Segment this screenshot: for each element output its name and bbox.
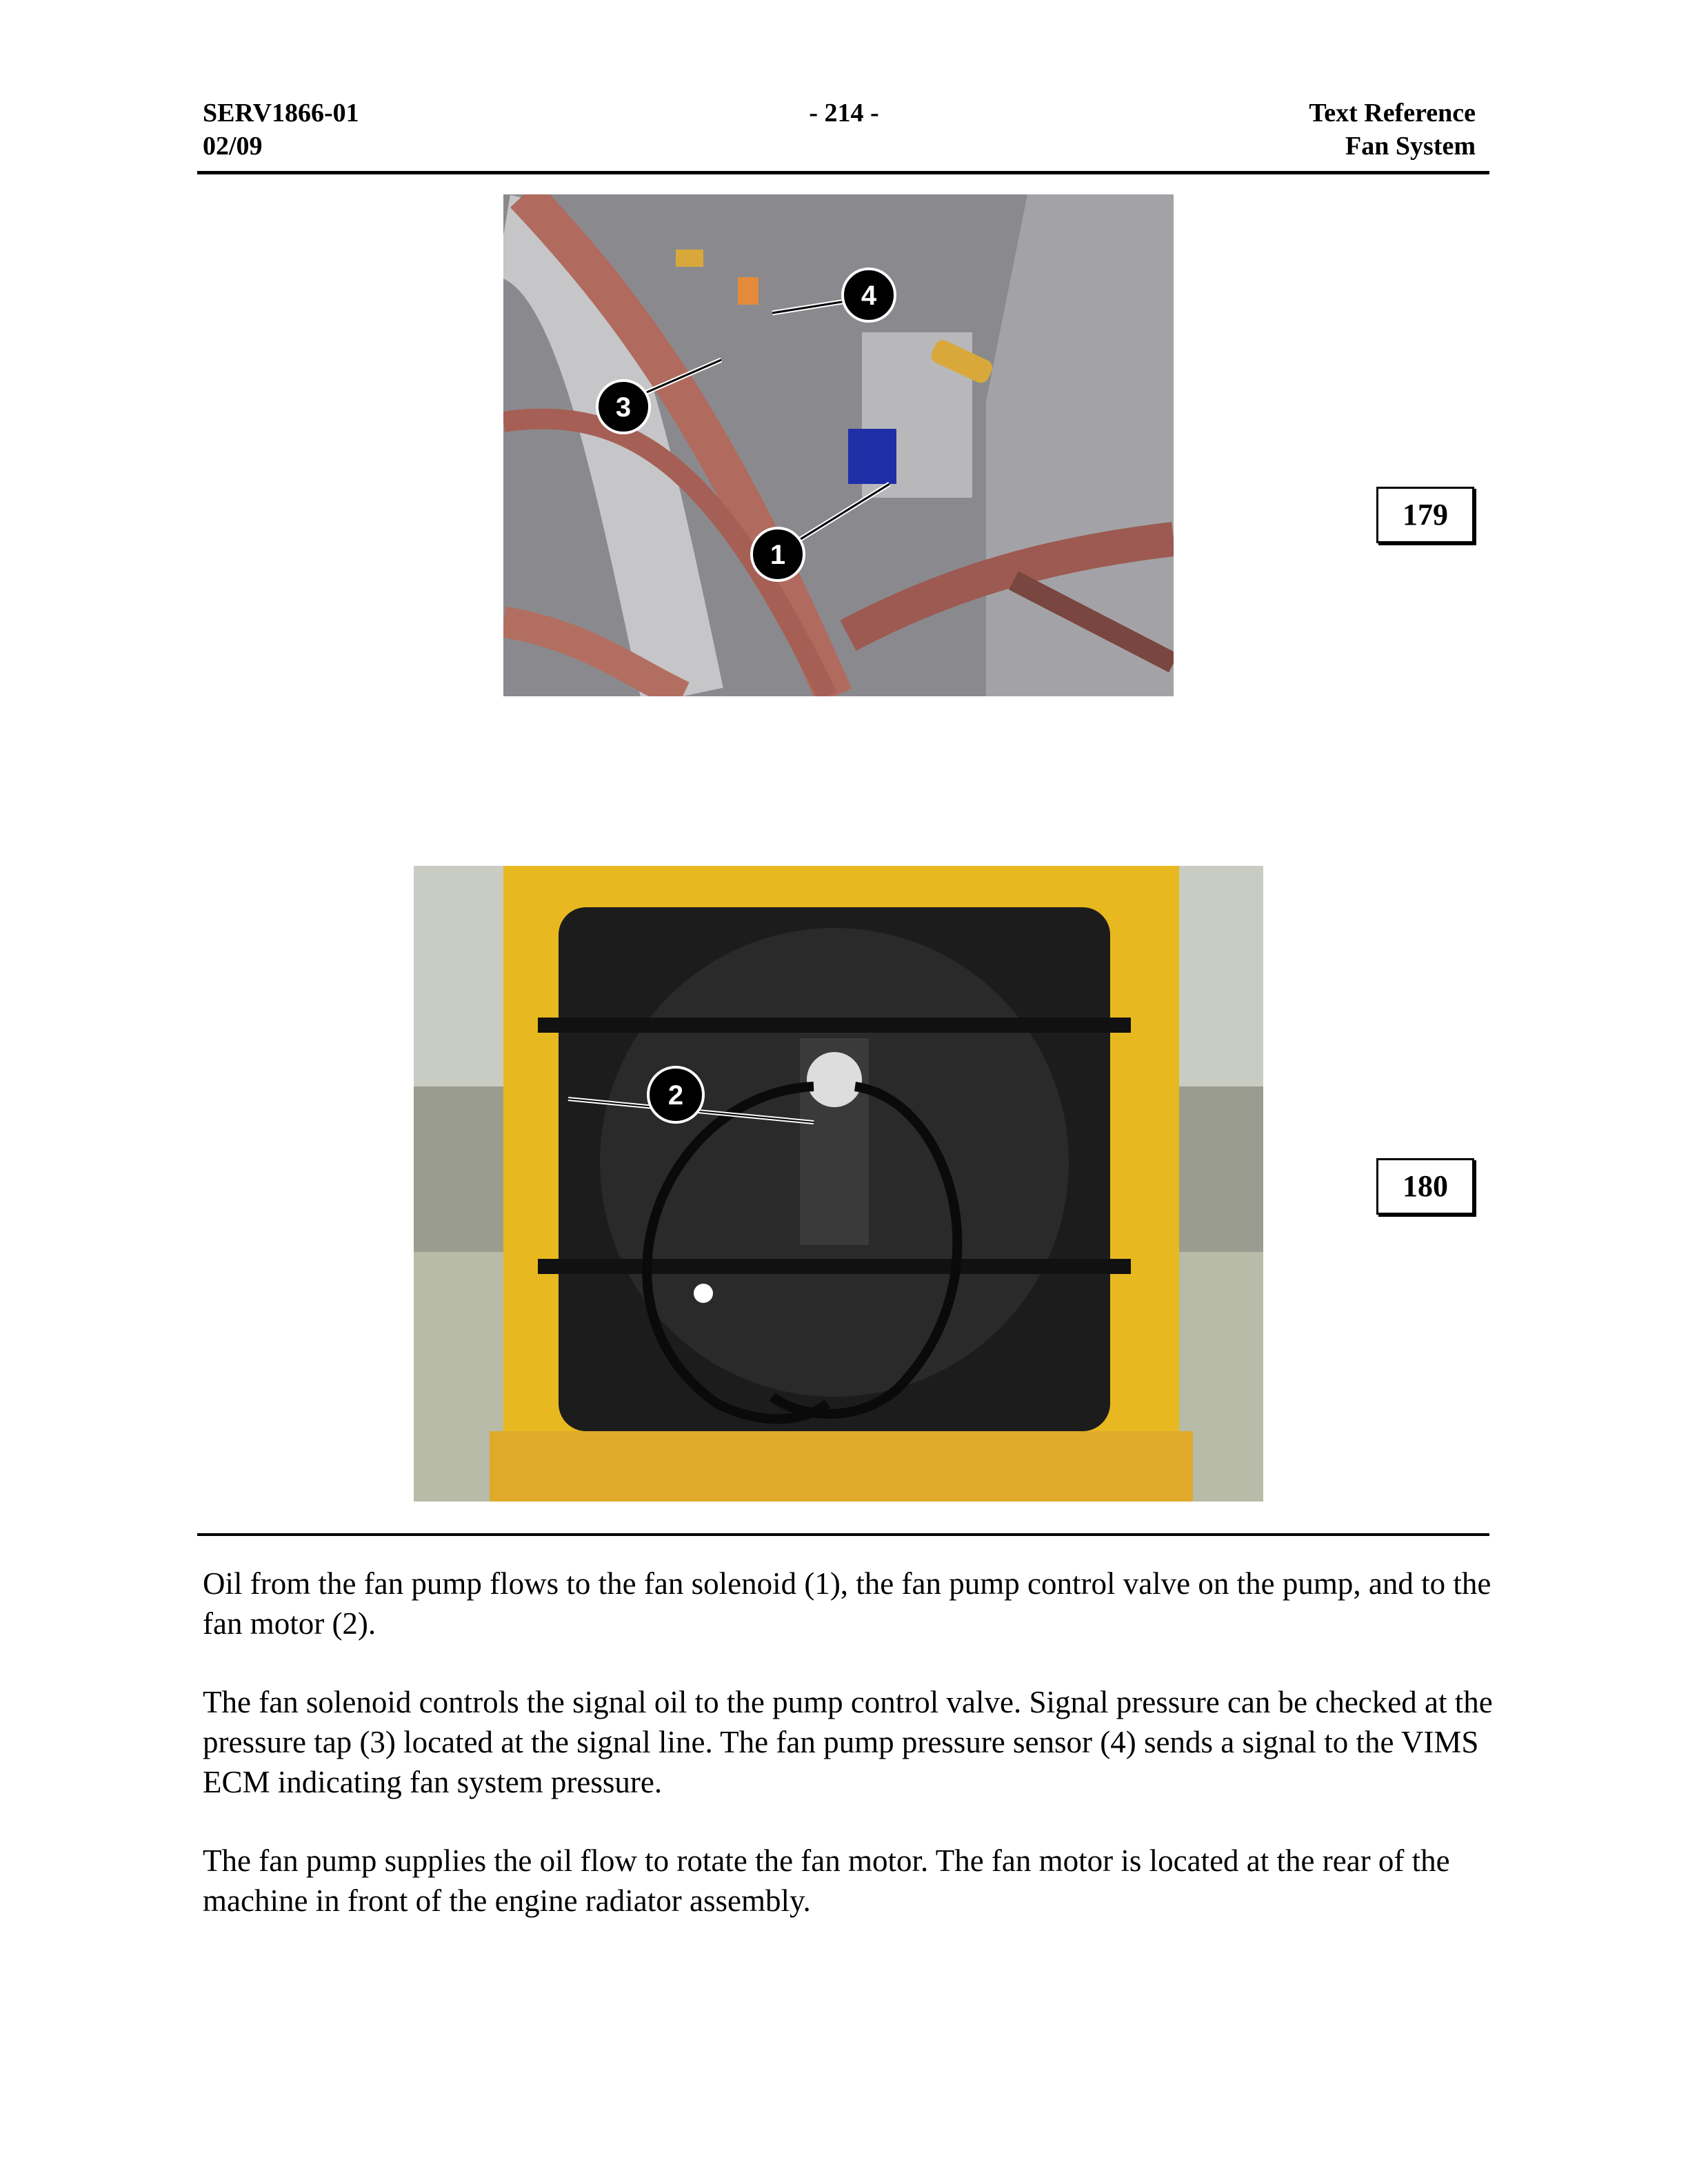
figure-number-179: 179 [1376, 487, 1474, 543]
paragraph-2: The fan solenoid controls the signal oil to the pump control valve. Signal pressure can be checked at the pressure tap (3) located at the signal line. The fan pump pressure sensor (4) sends a signal to the VIMS ECM indicating fan system pressure. [203, 1685, 1493, 1799]
figure-179-image [503, 194, 1174, 696]
svg-text:4: 4 [861, 281, 877, 311]
paragraph-3: The fan pump supplies the oil flow to rotate the fan motor. The fan motor is located at the rear of the machine in front of the engine radiator assembly. [203, 1843, 1450, 1918]
callout-3 [597, 381, 650, 433]
header-rule [197, 171, 1489, 174]
figure-180-image [414, 866, 1263, 1502]
callout-2 [648, 1067, 703, 1122]
callout-4 [843, 269, 895, 321]
svg-text:1: 1 [770, 540, 786, 570]
figure-number-180: 180 [1376, 1158, 1474, 1215]
subsection-title: Fan System [1345, 132, 1476, 161]
doc-date: 02/09 [203, 132, 263, 161]
section-title: Text Reference [1309, 99, 1476, 128]
callout-1 [752, 528, 804, 580]
doc-number: SERV1866-01 [203, 99, 359, 128]
section-rule [197, 1533, 1489, 1536]
paragraph-1: Oil from the fan pump flows to the fan solenoid (1), the fan pump control valve on the pump, and to the fan motor (2). [203, 1566, 1491, 1641]
svg-text:2: 2 [667, 1080, 684, 1111]
page-number: - 214 - [809, 99, 879, 128]
svg-text:3: 3 [615, 392, 632, 423]
